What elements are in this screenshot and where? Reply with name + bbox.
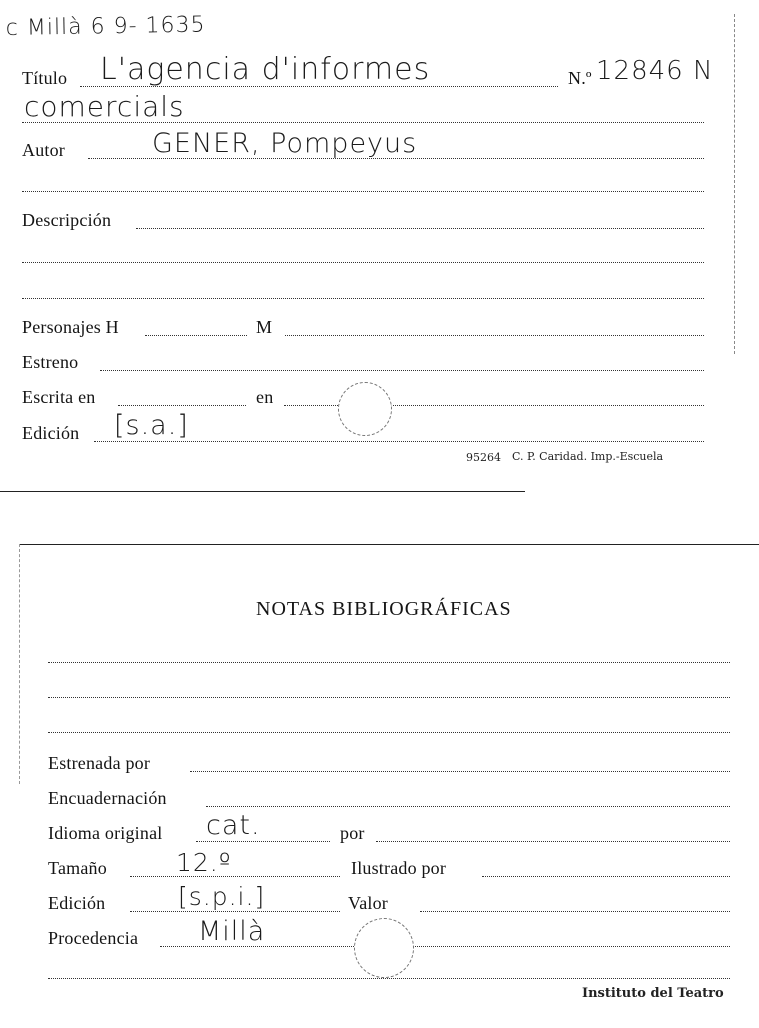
en-label: en	[256, 387, 274, 407]
edicion2-line	[130, 911, 340, 912]
notas-line-3	[48, 732, 730, 733]
card-right-border	[734, 14, 735, 354]
card1-bottom-edge	[0, 491, 525, 492]
numero-label: N.º	[568, 68, 592, 88]
catalog-card-bottom	[0, 530, 759, 1028]
edicion2-label: Edición	[48, 893, 106, 913]
procedencia-label: Procedencia	[48, 928, 139, 948]
escrita-line	[118, 405, 246, 406]
edicion-line	[94, 441, 704, 442]
card2-left-edge	[19, 544, 20, 784]
estrenada-line	[190, 771, 730, 772]
edicion2-value: [s.p.i.]	[178, 882, 266, 911]
ilustrado-label: Ilustrado por	[351, 858, 447, 878]
idioma-label: Idioma original	[48, 823, 163, 843]
procedencia-line-2	[48, 978, 730, 979]
notas-heading: NOTAS BIBLIOGRÁFICAS	[256, 598, 512, 620]
por-line	[376, 841, 730, 842]
card2-top-edge	[20, 544, 759, 545]
descripcion-line-1	[136, 228, 704, 229]
estrenada-label: Estrenada por	[48, 753, 151, 773]
descripcion-line-3	[22, 298, 704, 299]
tamano-value: 12.º	[176, 848, 232, 877]
procedencia-value: Millà	[198, 916, 266, 947]
punch-hole	[338, 382, 392, 436]
personajes-m-line	[285, 335, 704, 336]
valor-label: Valor	[348, 893, 388, 913]
personajes-h-line	[145, 335, 247, 336]
estreno-label: Estreno	[22, 352, 79, 372]
encuadernacion-label: Encuadernación	[48, 788, 167, 808]
idioma-line	[196, 841, 330, 842]
escrita-label: Escrita en	[22, 387, 96, 407]
titulo-label: Título	[22, 68, 68, 88]
top-note: c Millà 6 9- 1635	[5, 12, 206, 41]
descripcion-line-2	[22, 262, 704, 263]
punch-hole-2	[354, 918, 414, 978]
printer-code: 95264	[466, 451, 501, 464]
notas-line-2	[48, 697, 730, 698]
catalog-card-top	[0, 0, 759, 500]
por-label: por	[340, 823, 365, 843]
printer-text: C. P. Caridad. Imp.-Escuela	[512, 450, 664, 463]
autor-label: Autor	[22, 140, 65, 160]
autor-line-2	[22, 191, 704, 192]
encuadernacion-line	[206, 806, 730, 807]
titulo-value-1: L'agencia d'informes	[100, 52, 431, 87]
edicion-value: [s.a.]	[114, 410, 189, 441]
autor-value: GENER, Pompeyus	[152, 128, 418, 159]
estreno-line	[100, 370, 704, 371]
titulo-value-2: comercials	[24, 90, 185, 123]
ilustrado-line	[482, 876, 730, 877]
descripcion-label: Descripción	[22, 210, 112, 230]
notas-line-1	[48, 662, 730, 663]
footer-institution: Instituto del Teatro	[582, 986, 724, 1001]
idioma-value: cat.	[206, 810, 261, 841]
tamano-label: Tamaño	[48, 858, 107, 878]
valor-line	[420, 911, 730, 912]
edicion-label: Edición	[22, 423, 80, 443]
tamano-line	[130, 876, 340, 877]
m-label: M	[256, 317, 273, 337]
personajes-label: Personajes H	[22, 317, 119, 337]
numero-value: 12846 N	[596, 56, 714, 86]
